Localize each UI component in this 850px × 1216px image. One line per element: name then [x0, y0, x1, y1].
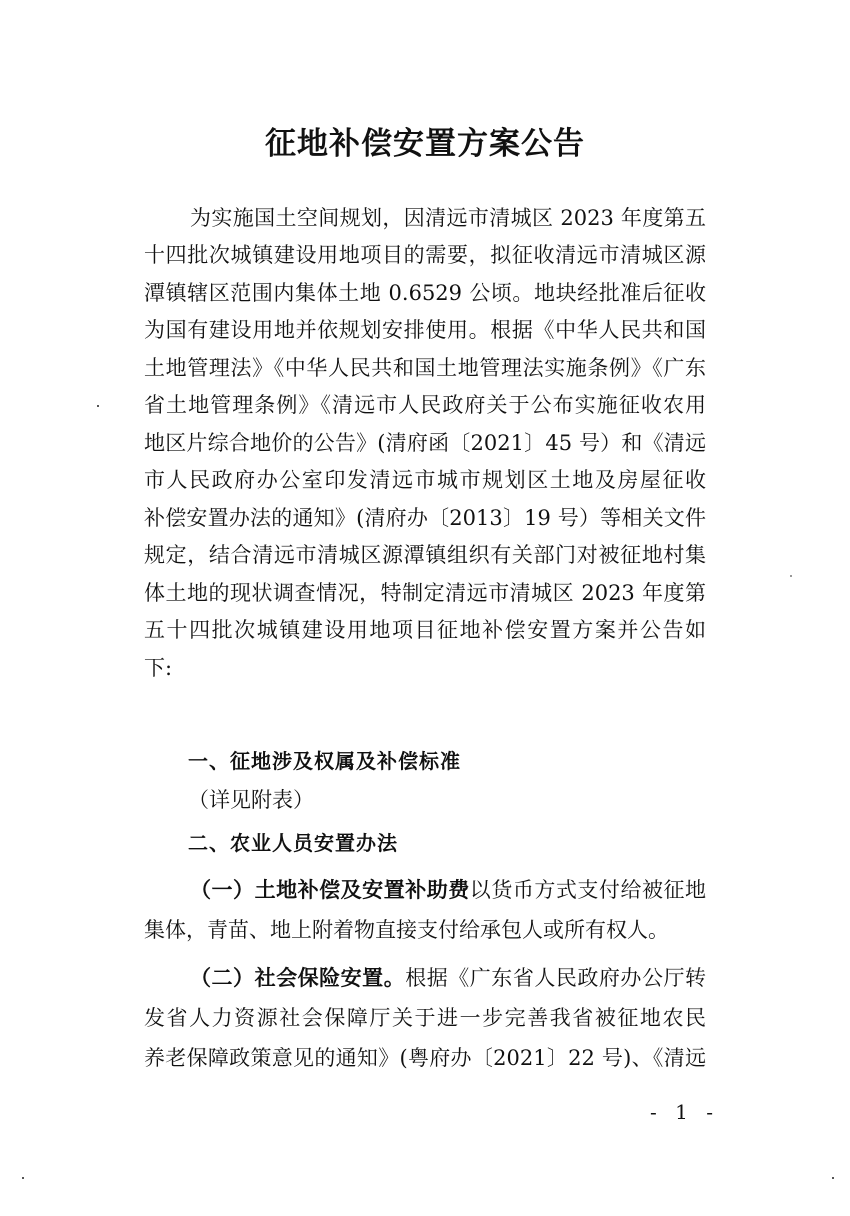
- paragraph-line: 体土地的现状调查情况，特制定清远市清城区 2023 年度第: [144, 581, 706, 605]
- item-2-text: 根据《广东省人民政府办公厅转: [405, 966, 707, 990]
- item-2-line: [190, 960, 706, 997]
- document-title: 征地补偿安置方案公告: [265, 126, 585, 162]
- scan-speck: [22, 1177, 24, 1179]
- item-1-text: 以货币方式支付给被征地: [469, 878, 707, 902]
- paragraph-line: 省土地管理条例》《清远市人民政府关于公布实施征收农用: [144, 393, 706, 417]
- scan-speck: [790, 575, 792, 577]
- paragraph-line: 潭镇辖区范围内集体土地 0.6529 公顷。地块经批准后征收: [144, 281, 706, 305]
- page-number: - 1 -: [650, 1100, 719, 1124]
- paragraph-line: 十四批次城镇建设用地项目的需要，拟征收清远市清城区源: [144, 243, 706, 267]
- item-1-heading: （一）土地补偿及安置补助费: [190, 878, 470, 902]
- paragraph-line: 市人民政府办公室印发清远市城市规划区土地及房屋征收: [144, 468, 706, 492]
- scan-speck: [97, 405, 99, 407]
- paragraph-line: 规定，结合清远市清城区源潭镇组织有关部门对被征地村集: [144, 543, 706, 567]
- paragraph-line: 地区片综合地价的公告》(清府函〔2021〕45 号）和《清远: [144, 431, 706, 455]
- paragraph-line: 为实施国土空间规划，因清远市清城区 2023 年度第五: [190, 206, 706, 230]
- item-1-line-2: 集体，青苗、地上附着物直接支付给承包人或所有权人。: [144, 918, 669, 942]
- paragraph-line: 土地管理法》《中华人民共和国土地管理法实施条例》《广东: [144, 356, 706, 380]
- item-2-heading: （二）社会保险安置。: [190, 966, 406, 990]
- section-heading-1: 一、征地涉及权属及补偿标准: [188, 749, 461, 773]
- paragraph-line: 为国有建设用地并依规划安排使用。根据《中华人民共和国: [144, 318, 706, 342]
- item-2-line-2: 发省人力资源社会保障厅关于进一步完善我省被征地农民: [144, 1006, 706, 1030]
- item-1-line: [190, 872, 706, 909]
- scan-speck: [832, 1177, 834, 1179]
- paragraph-line: 五十四批次城镇建设用地项目征地补偿安置方案并公告如: [144, 618, 706, 642]
- item-2-line-3: 养老保障政策意见的通知》(粤府办〔2021〕22 号)、《清远: [144, 1046, 706, 1070]
- section-heading-2: 二、农业人员安置办法: [188, 831, 398, 855]
- paragraph-line: 补偿安置办法的通知》(清府办〔2013〕19 号）等相关文件: [144, 506, 706, 530]
- paragraph-line: 下:: [144, 656, 173, 680]
- section-note: （详见附表）: [188, 788, 314, 812]
